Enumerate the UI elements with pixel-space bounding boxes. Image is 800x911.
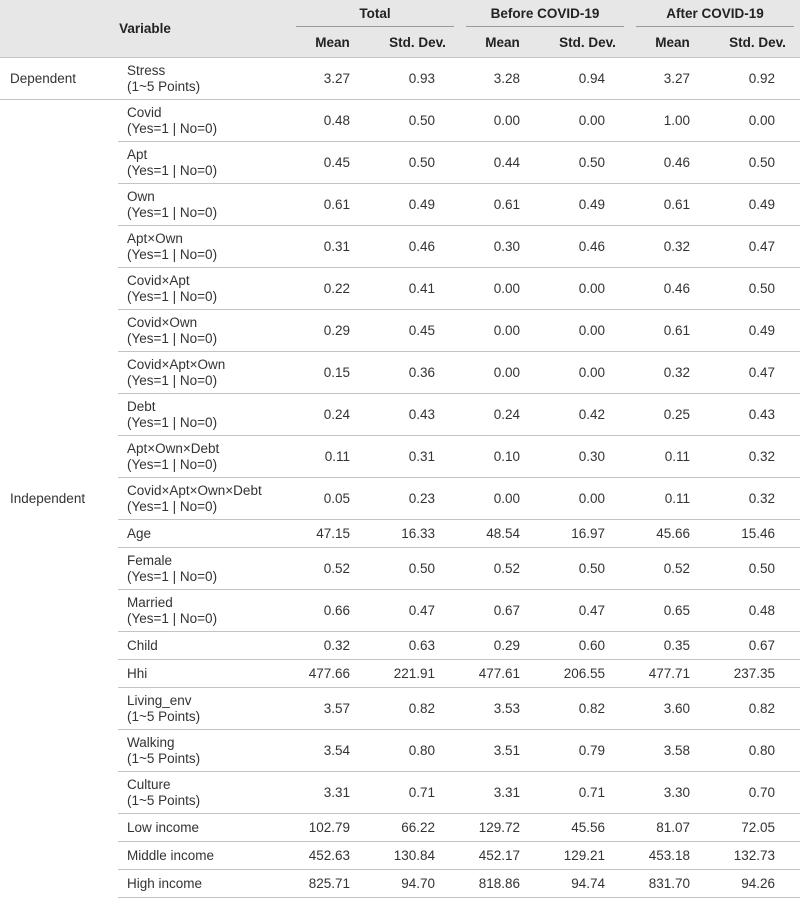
header-group-label: Total <box>296 2 454 27</box>
after-mean-cell: 477.71 <box>630 660 715 688</box>
variable-note: (1~5 Points) <box>127 78 201 94</box>
table-row <box>0 870 800 898</box>
before-mean-cell: 0.00 <box>460 268 545 310</box>
after-mean-cell: 0.65 <box>630 590 715 632</box>
total-mean-cell: 825.71 <box>290 870 375 898</box>
variable-note: (Yes=1 | No=0) <box>127 610 218 626</box>
after-std-dev-cell: 0.50 <box>715 268 800 310</box>
after-mean-cell: 0.25 <box>630 394 715 436</box>
variable-note: (Yes=1 | No=0) <box>127 498 218 514</box>
table-row <box>0 772 800 814</box>
header-group-after <box>630 0 800 28</box>
total-mean-cell: 102.79 <box>290 814 375 842</box>
after-mean-cell: 0.61 <box>630 310 715 352</box>
header-group-label: Before COVID-19 <box>466 2 624 27</box>
variable-cell <box>118 226 290 268</box>
before-mean-cell: 0.10 <box>460 436 545 478</box>
before-mean-cell: 129.72 <box>460 814 545 842</box>
total-mean-cell: 0.52 <box>290 548 375 590</box>
before-mean-cell: 477.61 <box>460 660 545 688</box>
after-std-dev-cell: 15.46 <box>715 520 800 548</box>
before-std-dev-cell: 129.21 <box>545 842 630 870</box>
variable-cell <box>118 660 290 688</box>
table-row <box>0 688 800 730</box>
header-mean: Mean <box>460 28 545 58</box>
after-std-dev-cell: 0.47 <box>715 226 800 268</box>
after-mean-cell: 81.07 <box>630 814 715 842</box>
after-mean-cell: 3.60 <box>630 688 715 730</box>
total-std-dev-cell: 130.84 <box>375 842 460 870</box>
total-mean-cell: 0.48 <box>290 100 375 142</box>
after-std-dev-cell: 0.50 <box>715 142 800 184</box>
variable-cell <box>118 310 290 352</box>
total-mean-cell: 452.63 <box>290 842 375 870</box>
after-mean-cell: 0.11 <box>630 478 715 520</box>
table-body <box>0 58 800 898</box>
variable-name: Female <box>127 552 173 568</box>
total-std-dev-cell: 0.71 <box>375 772 460 814</box>
after-std-dev-cell: 0.47 <box>715 352 800 394</box>
before-std-dev-cell: 0.46 <box>545 226 630 268</box>
total-mean-cell: 0.66 <box>290 590 375 632</box>
total-std-dev-cell: 16.33 <box>375 520 460 548</box>
table-row <box>0 842 800 870</box>
variable-name: Apt×Own×Debt <box>127 440 220 456</box>
after-std-dev-cell: 132.73 <box>715 842 800 870</box>
before-std-dev-cell: 0.00 <box>545 100 630 142</box>
before-mean-cell: 3.28 <box>460 58 545 100</box>
total-mean-cell: 0.15 <box>290 352 375 394</box>
variable-cell <box>118 688 290 730</box>
total-mean-cell: 0.61 <box>290 184 375 226</box>
after-std-dev-cell: 0.49 <box>715 310 800 352</box>
total-std-dev-cell: 66.22 <box>375 814 460 842</box>
after-std-dev-cell: 0.43 <box>715 394 800 436</box>
total-std-dev-cell: 94.70 <box>375 870 460 898</box>
table-row <box>0 226 800 268</box>
before-std-dev-cell: 0.30 <box>545 436 630 478</box>
variable-cell <box>118 870 290 898</box>
after-std-dev-cell: 0.32 <box>715 436 800 478</box>
table-row <box>0 142 800 184</box>
table-row <box>0 184 800 226</box>
total-std-dev-cell: 0.50 <box>375 548 460 590</box>
variable-name: Own <box>127 188 155 204</box>
before-std-dev-cell: 0.00 <box>545 268 630 310</box>
total-mean-cell: 0.22 <box>290 268 375 310</box>
header-std-dev: Std. Dev. <box>545 28 630 58</box>
variable-name: High income <box>127 875 203 891</box>
header-mean: Mean <box>630 28 715 58</box>
group-label-independent: Independent <box>0 100 118 898</box>
before-mean-cell: 0.29 <box>460 632 545 660</box>
before-mean-cell: 0.00 <box>460 478 545 520</box>
before-mean-cell: 452.17 <box>460 842 545 870</box>
header-group-label: After COVID-19 <box>636 2 794 27</box>
after-mean-cell: 0.52 <box>630 548 715 590</box>
total-std-dev-cell: 0.63 <box>375 632 460 660</box>
variable-cell <box>118 478 290 520</box>
after-std-dev-cell: 237.35 <box>715 660 800 688</box>
total-std-dev-cell: 0.80 <box>375 730 460 772</box>
total-std-dev-cell: 0.23 <box>375 478 460 520</box>
after-mean-cell: 0.46 <box>630 142 715 184</box>
before-std-dev-cell: 0.71 <box>545 772 630 814</box>
total-std-dev-cell: 0.82 <box>375 688 460 730</box>
before-std-dev-cell: 0.60 <box>545 632 630 660</box>
before-mean-cell: 0.52 <box>460 548 545 590</box>
before-mean-cell: 3.53 <box>460 688 545 730</box>
header-group-total <box>290 0 460 28</box>
before-mean-cell: 48.54 <box>460 520 545 548</box>
before-std-dev-cell: 0.79 <box>545 730 630 772</box>
header-group-before <box>460 0 630 28</box>
variable-name: Stress <box>127 62 166 78</box>
after-mean-cell: 0.46 <box>630 268 715 310</box>
group-label-dependent: Dependent <box>0 58 118 100</box>
variable-name: Married <box>127 594 173 610</box>
variable-note: (1~5 Points) <box>127 750 201 766</box>
before-std-dev-cell: 0.50 <box>545 548 630 590</box>
after-std-dev-cell: 0.49 <box>715 184 800 226</box>
total-mean-cell: 0.45 <box>290 142 375 184</box>
variable-cell <box>118 268 290 310</box>
variable-cell <box>118 814 290 842</box>
table-row <box>0 520 800 548</box>
after-std-dev-cell: 0.70 <box>715 772 800 814</box>
table-row <box>0 310 800 352</box>
variable-name: Covid×Apt <box>127 272 190 288</box>
total-mean-cell: 0.32 <box>290 632 375 660</box>
after-mean-cell: 831.70 <box>630 870 715 898</box>
before-mean-cell: 0.24 <box>460 394 545 436</box>
total-std-dev-cell: 0.31 <box>375 436 460 478</box>
before-std-dev-cell: 0.00 <box>545 478 630 520</box>
variable-cell <box>118 142 290 184</box>
after-mean-cell: 3.58 <box>630 730 715 772</box>
variable-name: Apt <box>127 146 148 162</box>
after-std-dev-cell: 0.32 <box>715 478 800 520</box>
table-row <box>0 436 800 478</box>
variable-cell <box>118 58 290 100</box>
variable-note: (Yes=1 | No=0) <box>127 372 218 388</box>
total-mean-cell: 0.11 <box>290 436 375 478</box>
total-std-dev-cell: 0.46 <box>375 226 460 268</box>
before-std-dev-cell: 0.00 <box>545 310 630 352</box>
table-row <box>0 100 800 142</box>
variable-note: (1~5 Points) <box>127 708 201 724</box>
variable-name: Culture <box>127 776 171 792</box>
before-std-dev-cell: 0.49 <box>545 184 630 226</box>
variable-name: Low income <box>127 819 200 835</box>
after-std-dev-cell: 0.92 <box>715 58 800 100</box>
total-mean-cell: 3.57 <box>290 688 375 730</box>
total-std-dev-cell: 0.93 <box>375 58 460 100</box>
variable-cell <box>118 772 290 814</box>
total-mean-cell: 0.24 <box>290 394 375 436</box>
total-std-dev-cell: 0.49 <box>375 184 460 226</box>
variable-name: Walking <box>127 734 175 750</box>
total-mean-cell: 3.31 <box>290 772 375 814</box>
variable-cell <box>118 100 290 142</box>
header-mean: Mean <box>290 28 375 58</box>
table-row <box>0 632 800 660</box>
after-mean-cell: 0.11 <box>630 436 715 478</box>
before-mean-cell: 3.51 <box>460 730 545 772</box>
header-std-dev: Std. Dev. <box>375 28 460 58</box>
before-std-dev-cell: 0.00 <box>545 352 630 394</box>
total-std-dev-cell: 0.50 <box>375 100 460 142</box>
after-mean-cell: 3.27 <box>630 58 715 100</box>
variable-cell <box>118 842 290 870</box>
variable-name: Covid×Apt×Own×Debt <box>127 482 262 498</box>
before-mean-cell: 0.00 <box>460 100 545 142</box>
variable-cell <box>118 730 290 772</box>
total-mean-cell: 3.54 <box>290 730 375 772</box>
table-row <box>0 730 800 772</box>
variable-cell <box>118 394 290 436</box>
header-std-dev: Std. Dev. <box>715 28 800 58</box>
after-mean-cell: 0.35 <box>630 632 715 660</box>
before-mean-cell: 0.61 <box>460 184 545 226</box>
variable-cell <box>118 352 290 394</box>
variable-name: Debt <box>127 398 156 414</box>
variable-note: (Yes=1 | No=0) <box>127 288 218 304</box>
variable-name: Child <box>127 637 158 653</box>
variable-note: (Yes=1 | No=0) <box>127 568 218 584</box>
variable-note: (Yes=1 | No=0) <box>127 120 218 136</box>
variable-note: (Yes=1 | No=0) <box>127 456 218 472</box>
after-std-dev-cell: 0.67 <box>715 632 800 660</box>
before-std-dev-cell: 94.74 <box>545 870 630 898</box>
table-row <box>0 58 800 100</box>
after-mean-cell: 3.30 <box>630 772 715 814</box>
after-mean-cell: 0.32 <box>630 352 715 394</box>
total-mean-cell: 477.66 <box>290 660 375 688</box>
before-mean-cell: 818.86 <box>460 870 545 898</box>
variable-note: (1~5 Points) <box>127 792 201 808</box>
variable-name: Covid×Own <box>127 314 198 330</box>
total-std-dev-cell: 221.91 <box>375 660 460 688</box>
after-std-dev-cell: 0.82 <box>715 688 800 730</box>
variable-cell <box>118 548 290 590</box>
total-mean-cell: 0.05 <box>290 478 375 520</box>
before-std-dev-cell: 45.56 <box>545 814 630 842</box>
before-std-dev-cell: 0.50 <box>545 142 630 184</box>
table-row <box>0 590 800 632</box>
before-mean-cell: 0.00 <box>460 352 545 394</box>
before-std-dev-cell: 0.42 <box>545 394 630 436</box>
total-std-dev-cell: 0.43 <box>375 394 460 436</box>
table-row <box>0 660 800 688</box>
table-row <box>0 394 800 436</box>
after-mean-cell: 453.18 <box>630 842 715 870</box>
variable-cell <box>118 436 290 478</box>
variable-note: (Yes=1 | No=0) <box>127 246 218 262</box>
after-std-dev-cell: 0.00 <box>715 100 800 142</box>
after-std-dev-cell: 0.50 <box>715 548 800 590</box>
variable-cell <box>118 590 290 632</box>
variable-name: Covid×Apt×Own <box>127 356 226 372</box>
before-std-dev-cell: 0.94 <box>545 58 630 100</box>
table-row <box>0 478 800 520</box>
variable-name: Hhi <box>127 665 148 681</box>
total-std-dev-cell: 0.45 <box>375 310 460 352</box>
variable-cell <box>118 184 290 226</box>
variable-cell <box>118 520 290 548</box>
total-mean-cell: 0.31 <box>290 226 375 268</box>
before-mean-cell: 3.31 <box>460 772 545 814</box>
after-mean-cell: 1.00 <box>630 100 715 142</box>
table-row <box>0 548 800 590</box>
variable-cell <box>118 632 290 660</box>
header-variable: Variable <box>0 0 290 58</box>
table-row <box>0 814 800 842</box>
before-mean-cell: 0.30 <box>460 226 545 268</box>
after-mean-cell: 0.61 <box>630 184 715 226</box>
table-row <box>0 352 800 394</box>
total-mean-cell: 47.15 <box>290 520 375 548</box>
before-std-dev-cell: 0.82 <box>545 688 630 730</box>
total-mean-cell: 0.29 <box>290 310 375 352</box>
after-mean-cell: 45.66 <box>630 520 715 548</box>
after-std-dev-cell: 0.48 <box>715 590 800 632</box>
before-std-dev-cell: 0.47 <box>545 590 630 632</box>
total-std-dev-cell: 0.50 <box>375 142 460 184</box>
total-std-dev-cell: 0.36 <box>375 352 460 394</box>
variable-name: Apt×Own <box>127 230 183 246</box>
variable-name: Living_env <box>127 692 192 708</box>
variable-note: (Yes=1 | No=0) <box>127 162 218 178</box>
after-std-dev-cell: 72.05 <box>715 814 800 842</box>
variable-note: (Yes=1 | No=0) <box>127 204 218 220</box>
after-std-dev-cell: 0.80 <box>715 730 800 772</box>
total-std-dev-cell: 0.47 <box>375 590 460 632</box>
after-mean-cell: 0.32 <box>630 226 715 268</box>
total-mean-cell: 3.27 <box>290 58 375 100</box>
before-mean-cell: 0.00 <box>460 310 545 352</box>
total-std-dev-cell: 0.41 <box>375 268 460 310</box>
table-header <box>0 0 800 58</box>
variable-note: (Yes=1 | No=0) <box>127 414 218 430</box>
table-row <box>0 268 800 310</box>
before-mean-cell: 0.67 <box>460 590 545 632</box>
variable-name: Covid <box>127 104 162 120</box>
after-std-dev-cell: 94.26 <box>715 870 800 898</box>
variable-name: Age <box>127 525 152 541</box>
before-std-dev-cell: 206.55 <box>545 660 630 688</box>
before-std-dev-cell: 16.97 <box>545 520 630 548</box>
variable-name: Middle income <box>127 847 215 863</box>
variable-note: (Yes=1 | No=0) <box>127 330 218 346</box>
before-mean-cell: 0.44 <box>460 142 545 184</box>
